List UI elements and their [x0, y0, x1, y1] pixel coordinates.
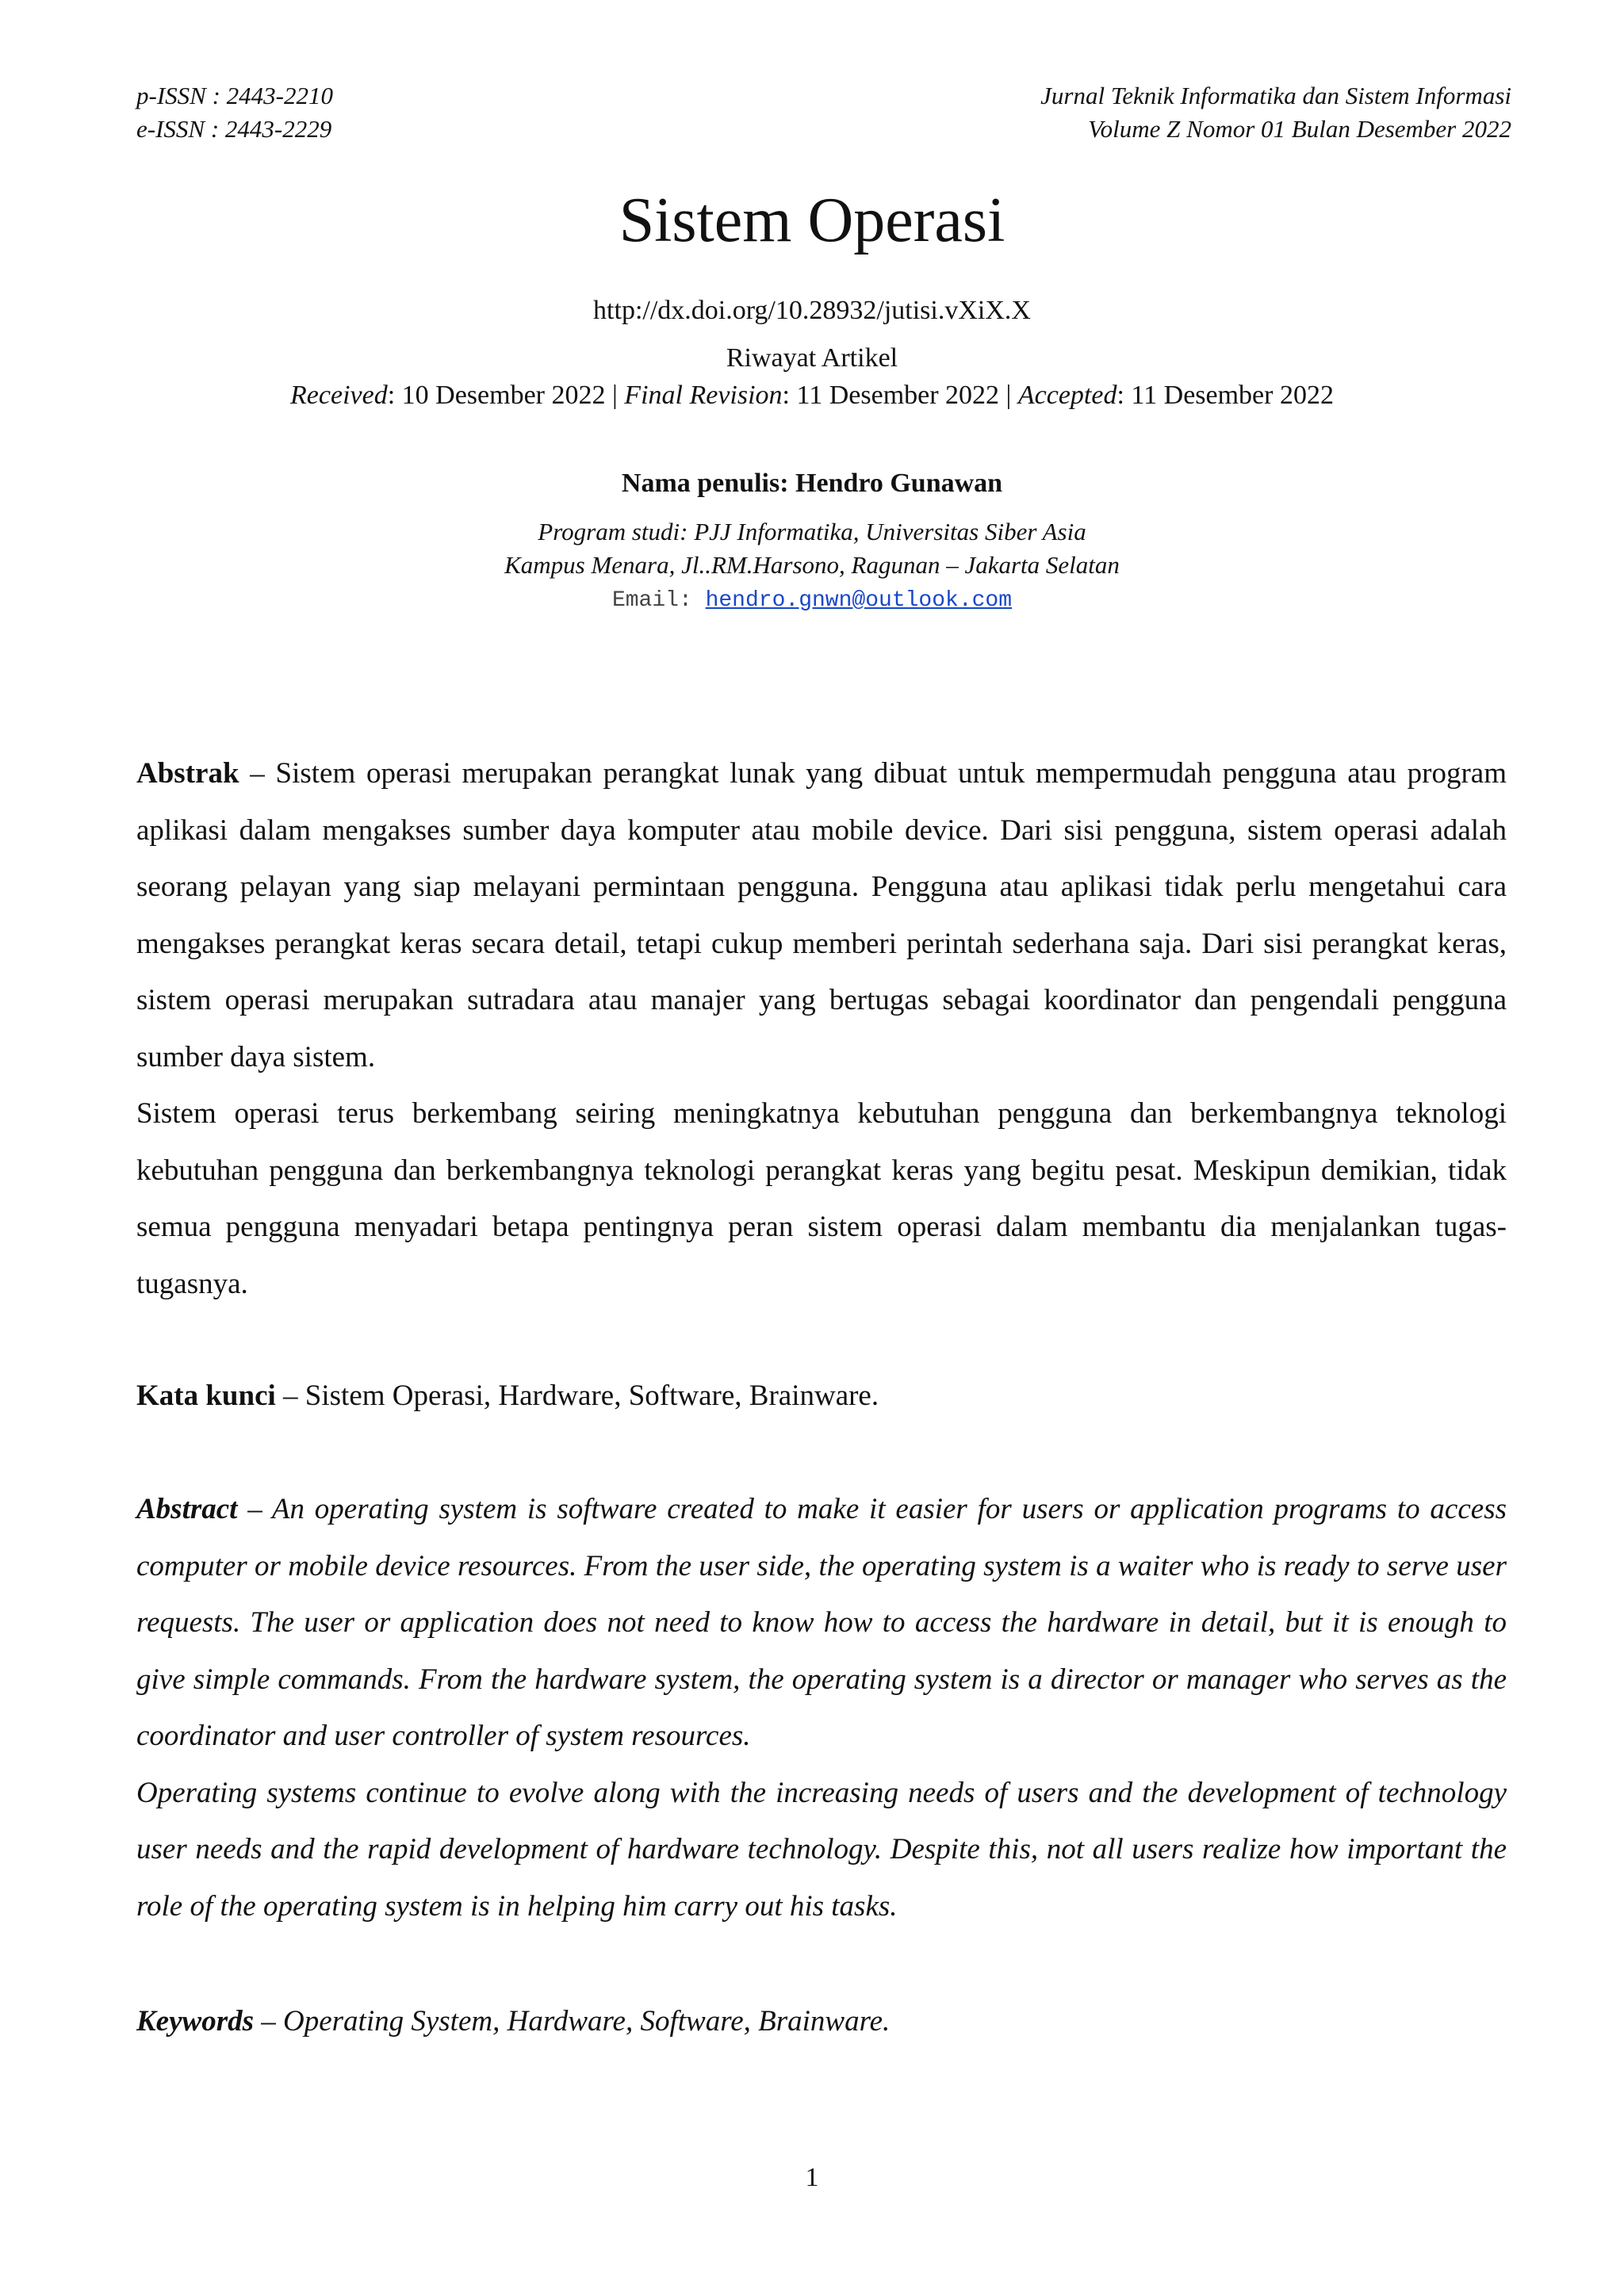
abstrak-section	[136, 745, 1507, 1312]
kata-kunci-text: – Sistem Operasi, Hardware, Software, Brainware.	[275, 1380, 879, 1412]
affiliation	[0, 515, 1624, 582]
campus-line: Kampus Menara, Jl..RM.Harsono, Ragunan – Jakarta Selatan	[504, 551, 1120, 579]
article-history	[0, 378, 1624, 413]
paper-title: Sistem Operasi	[619, 186, 1005, 255]
journal-header	[1040, 79, 1511, 146]
page-number: 1	[805, 2163, 819, 2192]
doi-link[interactable]: http://dx.doi.org/10.28932/jutisi.vXiX.X	[593, 296, 1031, 325]
revision-value: : 11 Desember 2022 |	[782, 381, 1018, 410]
journal-name: Jurnal Teknik Informatika dan Sistem Informasi	[1040, 82, 1511, 109]
abstract-section	[136, 1481, 1507, 1934]
keywords-line	[136, 1993, 1507, 2050]
email-link[interactable]: hendro.gnwn@outlook.com	[705, 588, 1013, 613]
abstract-para-1	[136, 1481, 1507, 1765]
pissn: p-ISSN : 2443-2210	[136, 82, 333, 109]
received-label: Received	[290, 381, 388, 410]
email-line	[0, 585, 1624, 617]
keywords-label: Keywords	[136, 2005, 254, 2038]
issn-header	[136, 79, 333, 146]
revision-label: Final Revision	[624, 381, 783, 410]
abstrak-para-1	[136, 745, 1507, 1085]
kata-kunci-label: Kata kunci	[136, 1380, 276, 1412]
abstrak-text-1: – Sistem operasi merupakan perangkat lunak yang dibuat untuk mempermudah pengguna atau program aplikasi dalam mengakses sumber daya komputer atau mobile device. Dari sisi pengguna, sistem operasi adalah seorang pelayan yang siap melayani permintaan pengguna. Pengguna atau aplikasi tidak perlu mengetahui cara mengakses perangkat keras secara detail, tetapi cukup memberi perintah sederhana saja. Dari sisi perangkat keras, sistem operasi merupakan sutradara atau manajer yang bertugas sebagai koordinator dan pengendali pengguna sumber daya sistem.	[136, 757, 1507, 1073]
kata-kunci-section	[136, 1368, 1507, 1425]
kata-kunci-line	[136, 1368, 1507, 1425]
abstrak-para-2: Sistem operasi terus berkembang seiring meningkatnya kebutuhan pengguna dan berkembangnya teknologi kebutuhan pengguna dan berkembangnya teknologi perangkat keras yang begitu pesat. Meskipun demikian, tidak semua pengguna menyadari betapa pentingnya peran sistem operasi dalam membantu dia menjalankan tugas-tugasnya.	[136, 1097, 1507, 1300]
abstract-para-2: Operating systems continue to evolve along with the increasing needs of users and the development of technology user needs and the rapid development of hardware technology. Despite this, not all users realize how important the role of the operating system is in helping him carry out his tasks.	[136, 1776, 1507, 1923]
keywords-text: – Operating System, Hardware, Software, Brainware.	[254, 2005, 891, 2038]
email-label: Email:	[611, 588, 706, 613]
history-label: Riwayat Artikel	[726, 343, 898, 373]
author-name: Nama penulis: Hendro Gunawan	[621, 469, 1003, 498]
program-line: Program studi: PJJ Informatika, Universitas Siber Asia	[538, 518, 1086, 545]
journal-volume: Volume Z Nomor 01 Bulan Desember 2022	[1088, 115, 1511, 143]
accepted-value: : 11 Desember 2022	[1116, 381, 1334, 410]
abstrak-label: Abstrak	[136, 757, 239, 790]
abstract-label: Abstract	[136, 1493, 238, 1525]
eissn: e-ISSN : 2443-2229	[136, 115, 332, 143]
received-value: : 10 Desember 2022 |	[387, 381, 625, 410]
accepted-label: Accepted	[1017, 381, 1117, 410]
keywords-section	[136, 1993, 1507, 2050]
abstract-text-1: – An operating system is software created to make it easier for users or application programs to access computer or mobile device resources. From the user side, the operating system is a waiter who is ready to serve user requests. The user or application does not need to know how to access the hardware in detail, but it is enough to give simple commands. From the hardware system, the operating system is a director or manager who serves as the coordinator and user controller of system resources.	[136, 1493, 1507, 1752]
